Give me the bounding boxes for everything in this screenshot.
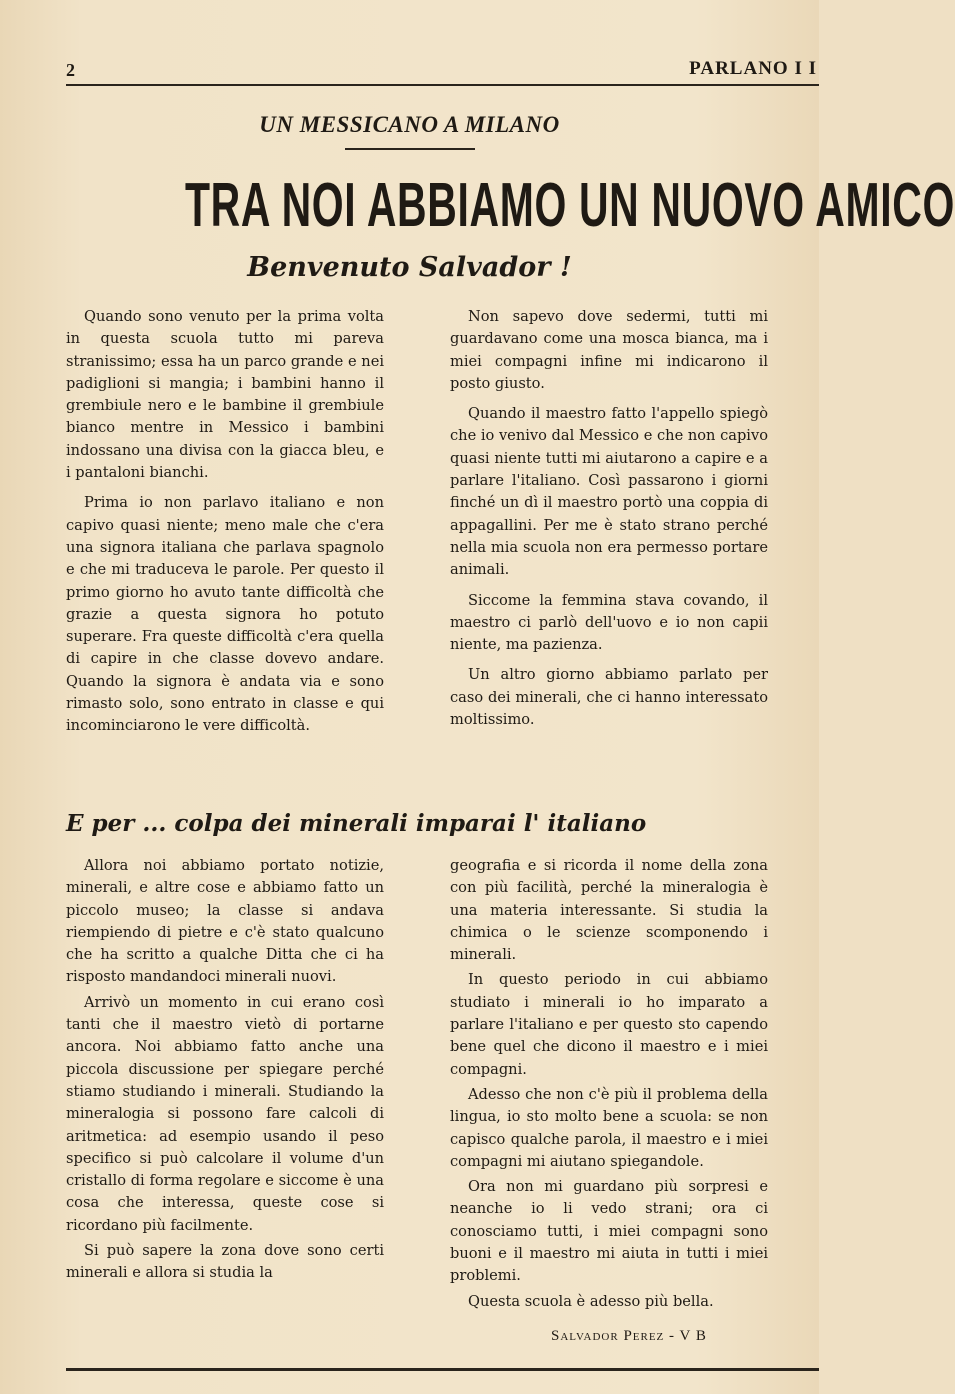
- kicker-rule: [345, 148, 475, 150]
- article-kicker: UN MESSICANO A MILANO: [259, 112, 560, 137]
- paragraph: Questa scuola è adesso più bella.: [468, 1292, 714, 1310]
- paragraph: Siccome la femmina stava covando, il maestro ci parlò dell'uovo e io non capii niente, ma pazienza.: [450, 591, 768, 654]
- section-heading: E per ... colpa dei minerali imparai l' italiano: [66, 810, 647, 837]
- paragraph: Allora noi abbiamo portato notizie, minerali, e altre cose e abbiamo fatto un piccolo museo; la classe si andava riempiendo di pietre e c'è stato qualcuno che ha scritto a qualche Ditta che ci ha risposto mandandoci minerali nuovi.: [66, 857, 384, 986]
- article-subtitle: Benvenuto Salvador !: [247, 252, 572, 283]
- article-headline: TRA NOI ABBIAMO UN NUOVO AMICO: [184, 171, 955, 240]
- paragraph: Quando il maestro fatto l'appello spiegò che io venivo dal Messico e che non capivo quasi niente tutti mi aiutarono a capire e a parlare l'italiano. Così passarono i giorni finché un dì il maestro portò una coppia di appagallini. Per me è stato strano perché nella mia scuola non era permesso portare animali.: [450, 405, 768, 579]
- page-number: 2: [66, 60, 75, 80]
- column-2: [450, 306, 768, 739]
- paragraph: Adesso che non c'è più il problema della lingua, io sto molto bene a scuola: se non capisco qualche parola, il maestro e i miei compagni mi aiutano spiegandole.: [450, 1085, 768, 1170]
- paragraph: Non sapevo dove sedermi, tutti mi guardavano come una mosca bianca, ma i miei compagni infine mi indicarono il posto giusto.: [450, 308, 768, 392]
- paragraph: In questo periodo in cui abbiamo studiato i minerali io ho imparato a parlare l'italiano e per questo sto capendo bene quel che dicono il maestro e i miei compagni.: [450, 971, 768, 1078]
- bottom-rule: [66, 1368, 819, 1371]
- column-4: [450, 855, 768, 1316]
- paragraph: Ora non mi guardano più sorpresi e neanche io li vedo strani; ora ci conosciamo tutti, i miei compagni sono buoni e il maestro mi aiuta in tutti i miei problemi.: [450, 1178, 768, 1285]
- top-rule: [66, 84, 819, 86]
- column-1: [66, 306, 384, 746]
- running-head: PARLANO I I: [689, 58, 817, 79]
- paragraph: Quando sono venuto per la prima volta in questa scuola tutto mi pareva stranissimo; essa ha un parco grande e nei padiglioni si mangia; i bambini hanno il grembiule nero e le bambine il grembiule bianco mentre in Messico i bambini indossano una divisa con la giacca bleu, e i pantaloni bianchi.: [66, 308, 384, 482]
- paragraph: Un altro giorno abbiamo parlato per caso dei minerali, che ci hanno interessato moltissimo.: [450, 666, 768, 729]
- paragraph: Arrivò un momento in cui erano così tanti che il maestro vietò di portarne ancora. Noi abbiamo fatto anche una piccola discussione per spiegare perché stiamo studiando i minerali. Studiando la mineralogia si possono fare calcoli di aritmetica: ad esempio usando il peso specifico si può calcolare il volume d'un cristallo di forma regolare e siccome è una cosa che interessa, queste cose si ricordano più facilmente.: [66, 993, 384, 1234]
- paragraph: Prima io non parlavo italiano e non capivo quasi niente; meno male che c'era una signora italiana che parlava spagnolo e che mi traduceva le parole. Per questo il primo giorno ho avuto tante difficoltà che grazie a questa signora ho potuto superare. Fra queste difficoltà c'era quella di capire in che classe dovevo andare. Quando la signora è andata via e sono rimasto solo, sono entrato in classe e qui incominciarono le vere difficoltà.: [66, 494, 384, 735]
- paragraph: Si può sapere la zona dove sono certi minerali e allora si studia la: [66, 1242, 384, 1282]
- paragraph: geografia e si ricorda il nome della zona con più facilità, perché la mineralogia è una materia interessante. Si studia la chimica o le scienze scomponendo i minerali.: [450, 857, 768, 964]
- author-signature: Salvador Perez - V B: [551, 1328, 707, 1344]
- column-3: [66, 855, 384, 1288]
